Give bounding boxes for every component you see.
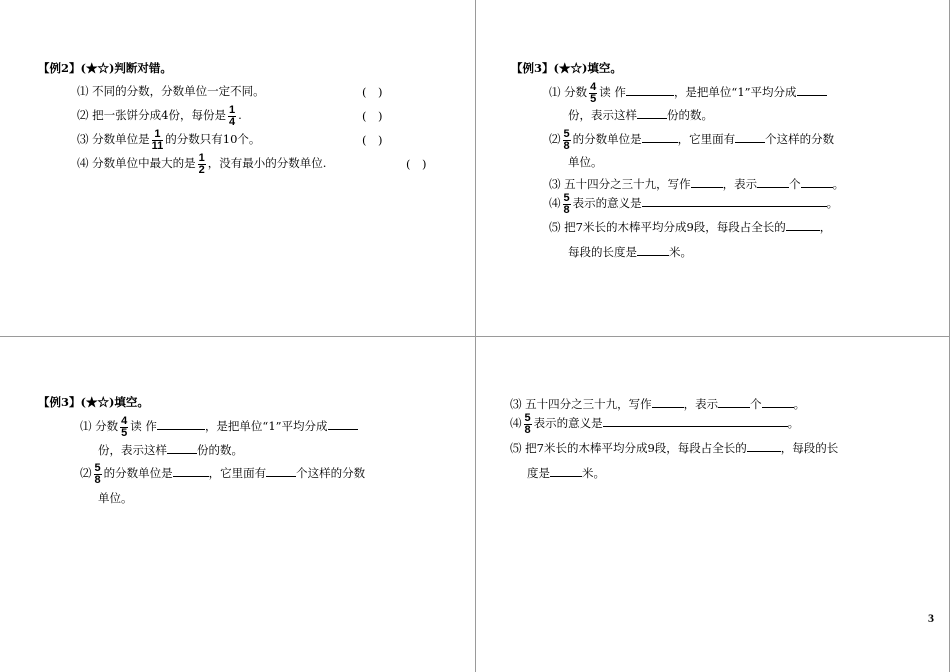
q3-line-3: ⑵ $\frac{5}{8}$ 的分数单位是 ，它里面有 个这样的分数 (80, 461, 366, 486)
q2-line-2: 份，表示这样 份的数。 (568, 108, 713, 122)
blank-meaning[interactable] (642, 195, 827, 207)
blank-unit-count[interactable] (735, 131, 765, 143)
blank-length-repeat[interactable] (550, 465, 582, 477)
blank-read-as-repeat[interactable] (157, 418, 205, 430)
blank-split-count[interactable] (797, 84, 827, 96)
horizontal-divider (0, 336, 950, 337)
q1-item-1: ⑴ 不同的分数，分数单位一定不同。 (77, 84, 265, 98)
fraction-4-5-repeat: $\frac{4}{5}$ (121, 414, 128, 439)
fraction-1-2: $\frac{1}{2}$ (198, 151, 205, 176)
answer-paren-2[interactable]: ( ) (362, 109, 383, 123)
fraction-1-4: $\frac{1}{4}$ (228, 103, 236, 128)
blank-fraction-unit[interactable] (642, 131, 678, 143)
blank-fraction-unit-repeat[interactable] (173, 465, 209, 477)
q2-line-4: 单位。 (568, 155, 603, 169)
blank-length[interactable] (637, 244, 669, 256)
blank-unit-count-repeat[interactable] (266, 465, 296, 477)
fraction-5-8-b: $\frac{5}{8}$ (563, 191, 570, 216)
q2-line-5: ⑶ 五十四分之三十九，写作 ，表示 个 。 (549, 177, 845, 191)
blank-take-count-repeat[interactable] (167, 442, 197, 454)
example3-title: 【例3】(★☆)填空。 (511, 61, 622, 75)
blank-fraction-of-whole-repeat[interactable] (747, 440, 781, 452)
page-number: 3 (928, 611, 934, 625)
blank-count[interactable] (757, 176, 789, 188)
blank-count-repeat[interactable] (718, 396, 750, 408)
blank-split-count-repeat[interactable] (328, 418, 358, 430)
q1-item-4: ⑷ 分数单位中最大的是 $\frac{1}{2}$ ，没有最小的分数单位. (77, 151, 327, 176)
answer-paren-1[interactable]: ( ) (362, 85, 383, 99)
q1-item-2: ⑵ 把一张饼分成4份，每份是 $\frac{1}{4}$ . (77, 103, 242, 128)
fraction-4-5: $\frac{4}{5}$ (590, 80, 597, 105)
q3-line-2: 份，表示这样 份的数。 (98, 443, 243, 457)
blank-unit[interactable] (801, 176, 833, 188)
q1-item-3: ⑶ 分数单位是 $\frac{1}{11}$ 的分数只有10个。 (77, 127, 261, 152)
fraction-1-11: $\frac{1}{11}$ (151, 127, 164, 152)
blank-write-as-repeat[interactable] (652, 396, 684, 408)
q3-line-1: ⑴ 分数 $\frac{4}{5}$ 读 作 ，是把单位“1”平均分成 (80, 413, 358, 439)
q2-line-7: ⑸ 把7米长的木棒平均分成9段，每段占全长的 ， (549, 220, 832, 234)
fraction-5-8: $\frac{5}{8}$ (563, 127, 570, 152)
blank-fraction-of-whole[interactable] (786, 219, 820, 231)
q4-line-2: ⑷ $\frac{5}{8}$ 表示的意义是 。 (510, 411, 800, 436)
q3-line-4: 单位。 (98, 491, 133, 505)
blank-take-count[interactable] (637, 107, 667, 119)
q4-line-4: 度是 米。 (527, 466, 605, 480)
fraction-5-8-repeat: $\frac{5}{8}$ (94, 461, 101, 486)
q4-line-3: ⑸ 把7米长的木棒平均分成9段，每段占全长的 ，每段的长 (510, 441, 839, 455)
q2-line-1: ⑴ 分数 $\frac{4}{5}$ 读 作 ，是把单位“1”平均分成 (549, 79, 827, 105)
blank-read-as[interactable] (626, 84, 674, 96)
blank-write-as[interactable] (691, 176, 723, 188)
q4-line-1: ⑶ 五十四分之三十九，写作 ，表示 个 。 (510, 397, 806, 411)
example2-title: 【例2】(★☆)判断对错。 (38, 61, 172, 75)
answer-paren-3[interactable]: ( ) (362, 133, 383, 147)
q2-line-3: ⑵ $\frac{5}{8}$ 的分数单位是 ，它里面有 个这样的分数 (549, 127, 835, 152)
example3-title-repeat: 【例3】(★☆)填空。 (38, 395, 149, 409)
fraction-5-8-c: $\frac{5}{8}$ (524, 411, 531, 436)
q2-line-8: 每段的长度是 米。 (568, 245, 692, 259)
answer-paren-4[interactable]: ( ) (406, 157, 427, 171)
blank-unit-repeat[interactable] (762, 396, 794, 408)
blank-meaning-repeat[interactable] (603, 415, 788, 427)
q2-line-6: ⑷ $\frac{5}{8}$ 表示的意义是 。 (549, 191, 839, 216)
